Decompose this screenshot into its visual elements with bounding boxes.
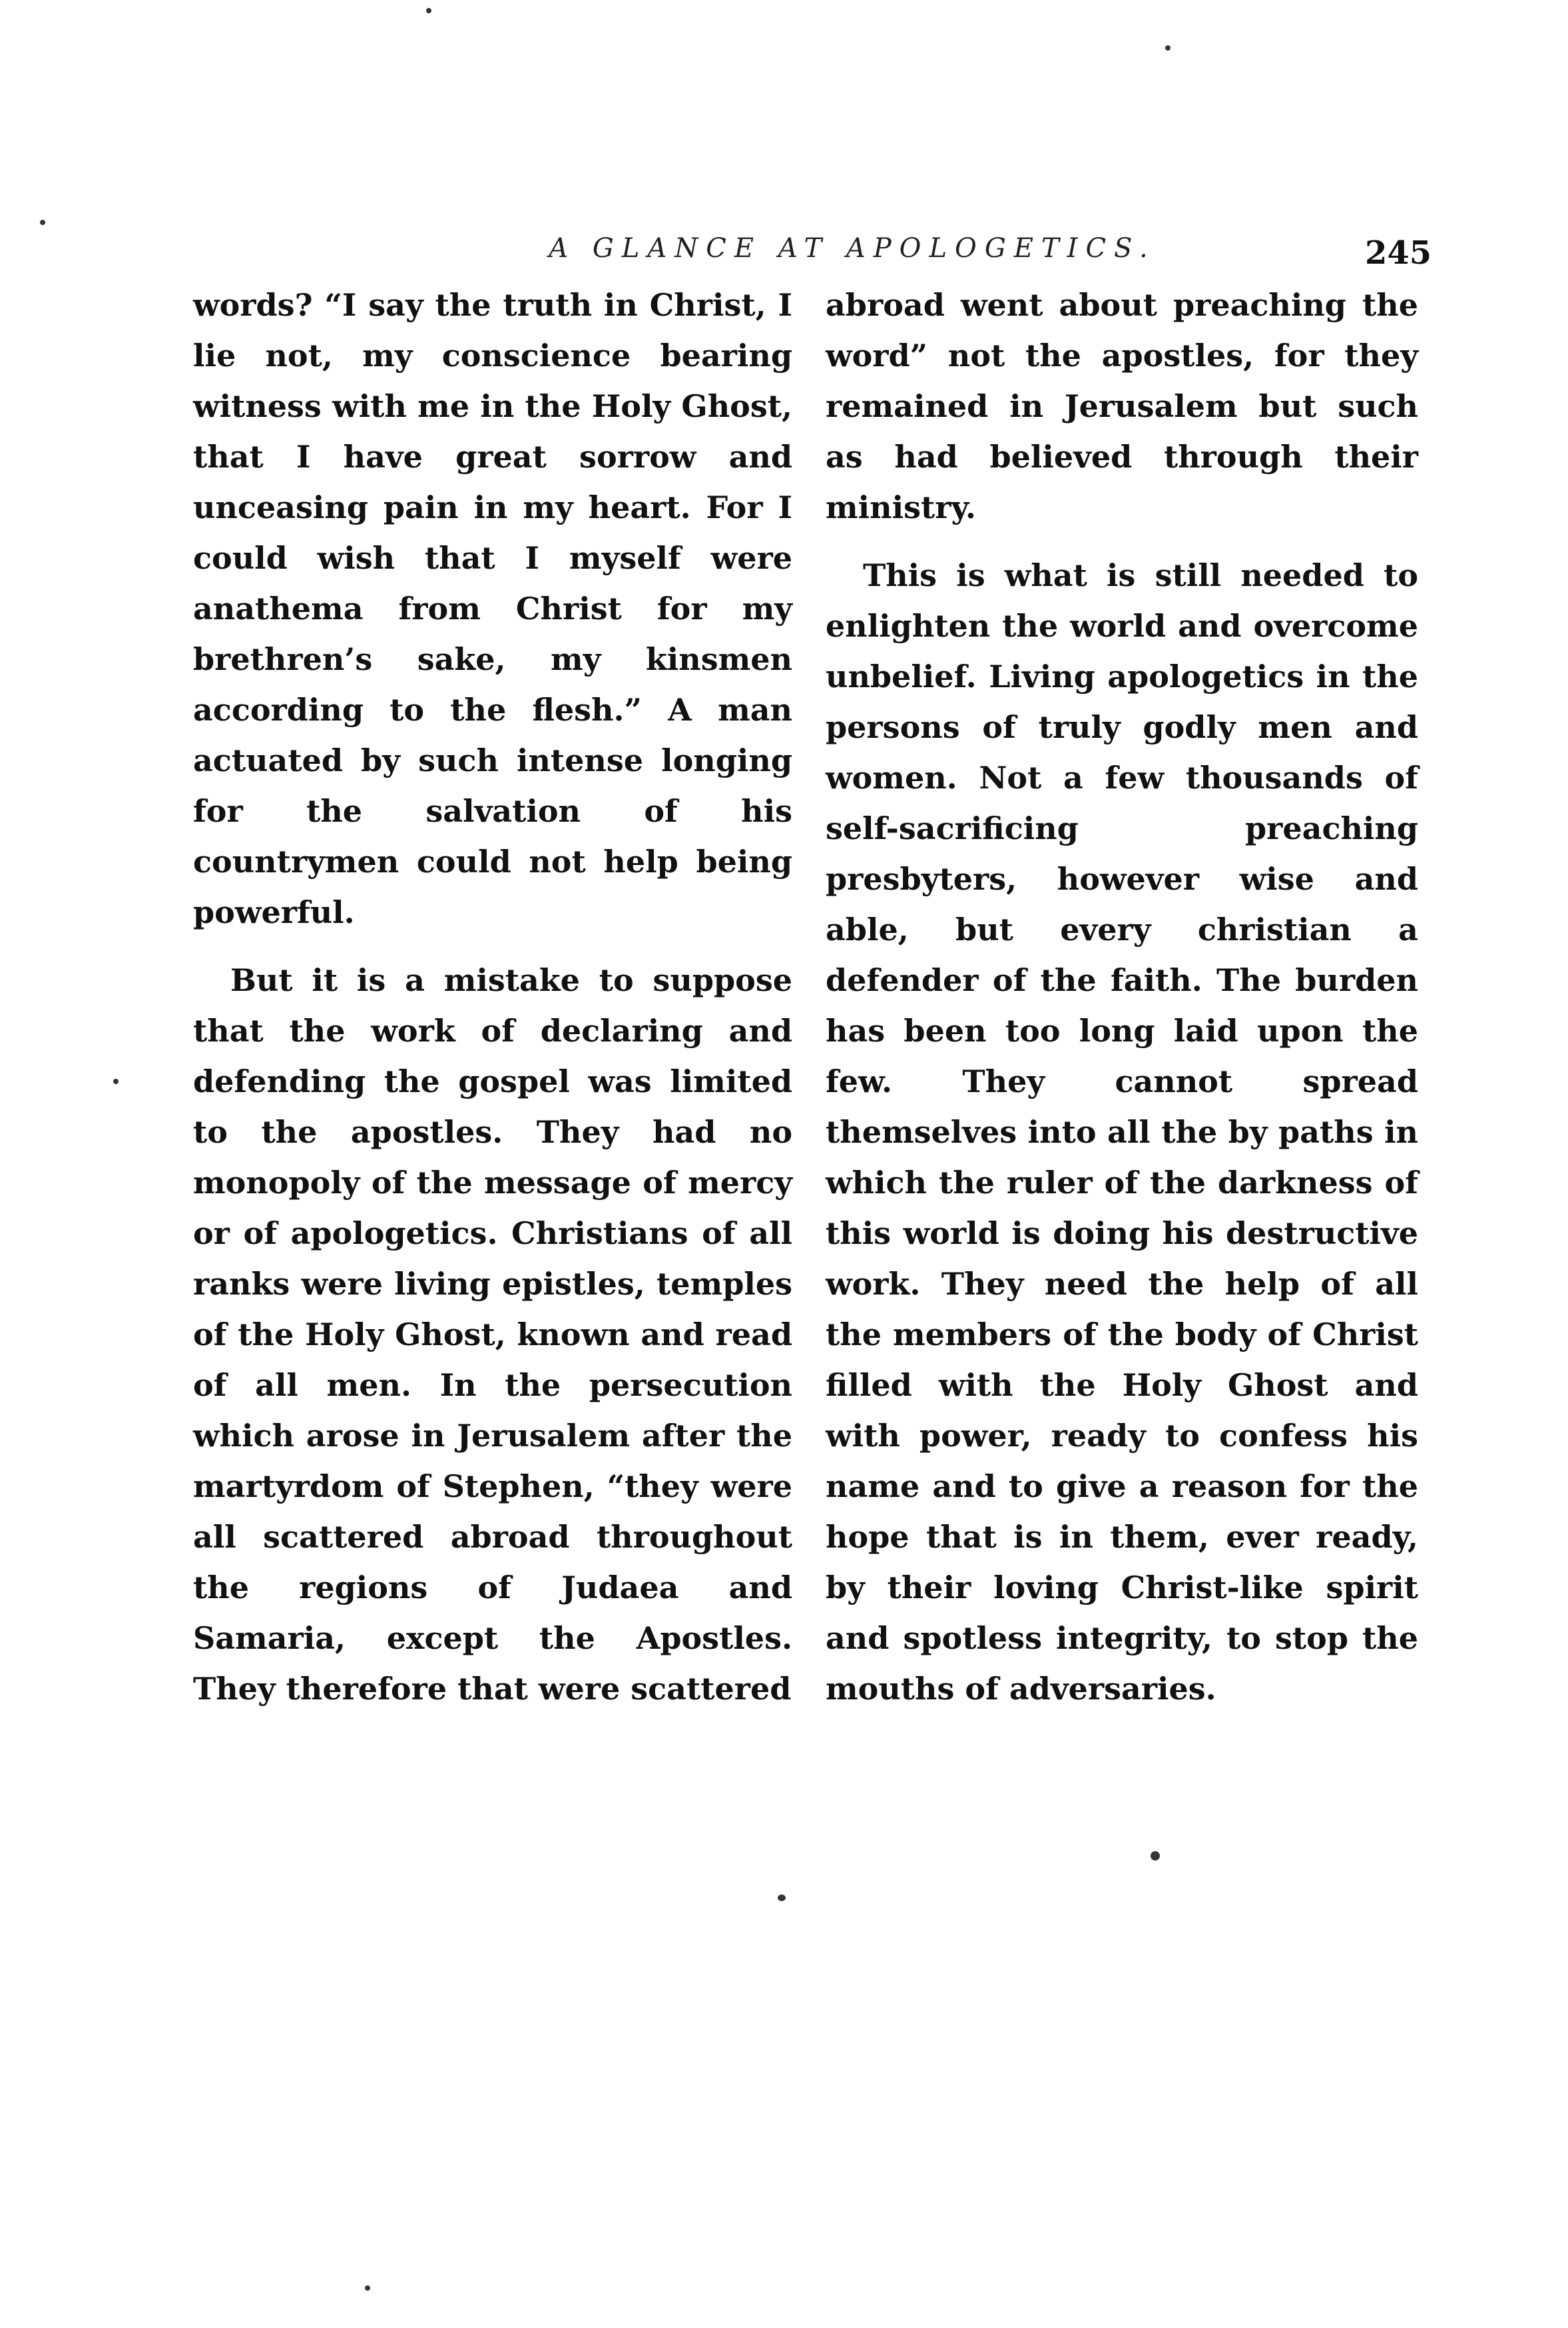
left-column	[193, 280, 792, 1714]
running-header: A GLANCE AT APOLOGETICS.	[549, 233, 1156, 264]
right-column	[826, 280, 1418, 1714]
scan-speck	[778, 1894, 786, 1901]
scan-speck	[426, 8, 431, 13]
left-paragraph-2: But it is a mistake to suppose that the work of declaring and defending the gospel was limited to the apostles. They had no monopoly of the message of mercy or of apologetics. Christians of all ranks were living epistles, temples of the Holy Ghost, known and read of all men. In the persecution which arose in Jerusalem after the martyrdom of Stephen, “they were all scattered abroad throughout the regions of Judaea and Samaria, except the Apostles. They therefore that were scattered	[193, 962, 792, 1707]
left-paragraph-1: words? “I say the truth in Christ, I lie not, my conscience bearing witness with me in the Holy Ghost, that I have great sorrow and unceasing pain in my heart. For I could wish that I myself were anathema from Christ for my brethren’s sake, my kinsmen according to the flesh.” A man actuated by such intense longing for the salvation of his countrymen could not help being powerful.	[193, 287, 792, 930]
right-paragraph-2: This is what is still needed to enlighten the world and overcome unbelief. Living apologetics in the persons of truly godly men and women. Not a few thousands of self-sacrificing preaching presbyters, however wise and able, but every christian a defender of the faith. The burden has been too long laid upon the few. They cannot spread themselves into all the by paths in which the ruler of the darkness of this world is doing his destructive work. They need the help of all the members of the body of Christ filled with the Holy Ghost and with power, ready to confess his name and to give a reason for the hope that is in them, ever ready, by their loving Christ-like spirit and spotless integrity, to stop the mouths of adversaries.	[826, 557, 1418, 1707]
scan-speck	[365, 2285, 370, 2291]
scan-speck	[40, 220, 45, 225]
scan-speck	[1165, 45, 1171, 51]
page-number: 245	[1365, 234, 1432, 272]
scan-speck	[1151, 1851, 1160, 1861]
scan-speck	[113, 1079, 119, 1084]
right-paragraph-1: abroad went about preaching the word” not the apostles, for they remained in Jerusalem but such as had believed through their ministry.	[826, 287, 1418, 525]
